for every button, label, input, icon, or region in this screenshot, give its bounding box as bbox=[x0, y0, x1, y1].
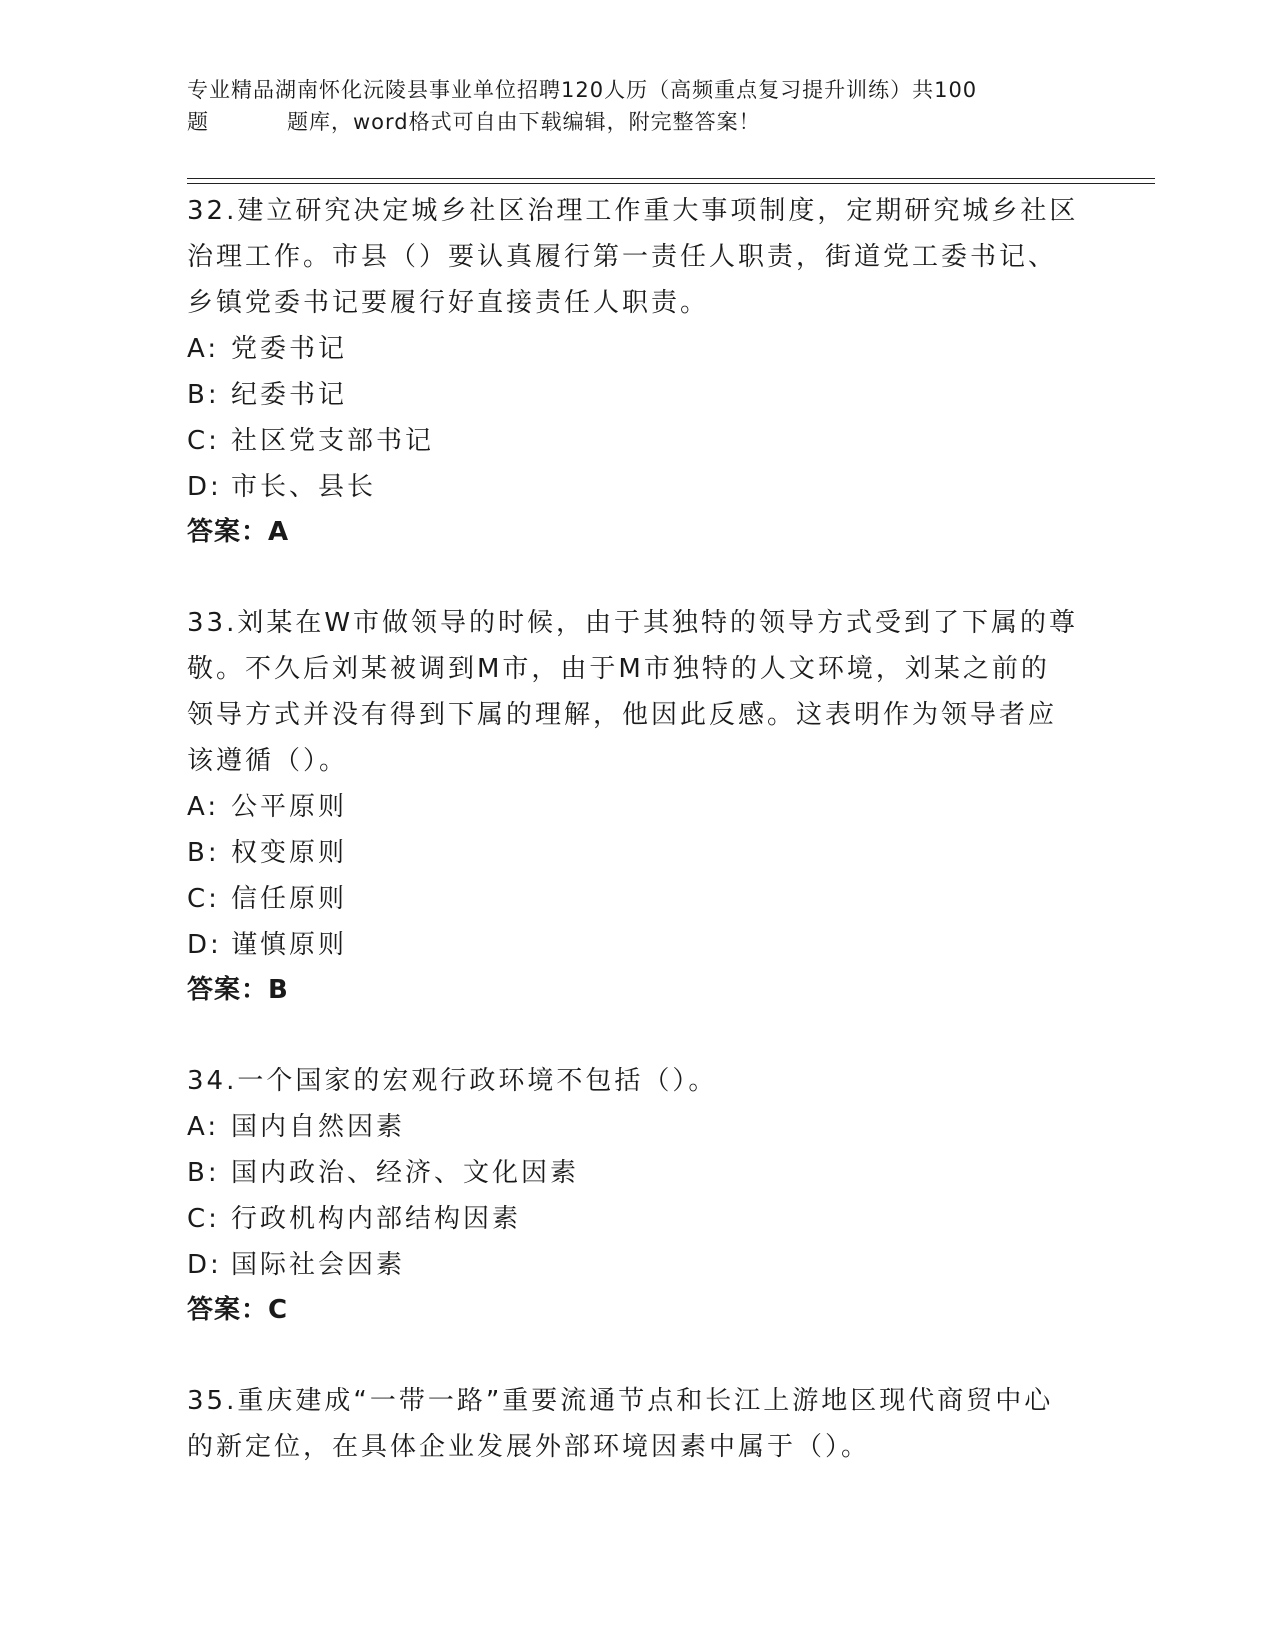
option-a bbox=[187, 784, 1087, 830]
option-text: 国内政治、经济、文化因素 bbox=[231, 1158, 580, 1188]
question-stem-line: 治理工作。市县（）要认真履行第一责任人职责，街道党工委书记、 bbox=[187, 242, 1058, 272]
option-letter: D: bbox=[187, 930, 222, 960]
question-stem-line: 乡镇党委书记要履行好直接责任人职责。 bbox=[187, 288, 710, 318]
question-32 bbox=[187, 188, 1087, 554]
option-letter: B: bbox=[187, 1158, 220, 1188]
question-stem-line: 该遵循（）。 bbox=[187, 746, 349, 776]
question-33 bbox=[187, 600, 1087, 1012]
option-b bbox=[187, 1150, 1087, 1196]
option-text: 党委书记 bbox=[231, 334, 348, 364]
question-stem-line: 32.建立研究决定城乡社区治理工作重大事项制度，定期研究城乡社区 bbox=[187, 196, 1079, 226]
option-b bbox=[187, 830, 1087, 876]
option-letter: B: bbox=[187, 838, 220, 868]
question-stem-line: 领导方式并没有得到下属的理解，他因此反感。这表明作为领导者应 bbox=[187, 700, 1058, 730]
answer-key: 答案：C bbox=[187, 1295, 289, 1325]
header-line-2-rest: 题库，word格式可自由下载编辑，附完整答案！ bbox=[287, 110, 761, 134]
header-line-2-prefix: 题 bbox=[187, 110, 209, 134]
option-text: 纪委书记 bbox=[231, 380, 348, 410]
option-d bbox=[187, 1242, 1087, 1288]
question-34 bbox=[187, 1058, 1087, 1332]
header-line-1: 专业精品湖南怀化沅陵县事业单位招聘120人历（高频重点复习提升训练）共100 bbox=[187, 78, 978, 102]
option-letter: C: bbox=[187, 884, 220, 914]
question-stem-line: 34.一个国家的宏观行政环境不包括（）。 bbox=[187, 1066, 718, 1096]
option-text: 市长、县长 bbox=[231, 472, 377, 502]
option-b bbox=[187, 372, 1087, 418]
option-text: 国际社会因素 bbox=[231, 1250, 406, 1280]
option-text: 权变原则 bbox=[231, 838, 348, 868]
option-text: 信任原则 bbox=[231, 884, 348, 914]
option-a bbox=[187, 326, 1087, 372]
option-c bbox=[187, 876, 1087, 922]
header-divider-bottom bbox=[187, 183, 1155, 184]
answer-key: 答案：B bbox=[187, 975, 289, 1005]
question-stem-line: 敬。不久后刘某被调到M市，由于M市独特的人文环境，刘某之前的 bbox=[187, 654, 1050, 684]
option-letter: C: bbox=[187, 1204, 220, 1234]
question-list bbox=[187, 188, 1087, 1516]
question-35 bbox=[187, 1378, 1087, 1470]
option-text: 公平原则 bbox=[231, 792, 348, 822]
header-divider-top bbox=[187, 178, 1155, 179]
option-letter: A: bbox=[187, 334, 220, 364]
option-d bbox=[187, 464, 1087, 510]
option-letter: B: bbox=[187, 380, 220, 410]
option-letter: C: bbox=[187, 426, 220, 456]
option-letter: D: bbox=[187, 1250, 222, 1280]
document-header bbox=[187, 74, 1087, 138]
option-letter: D: bbox=[187, 472, 222, 502]
option-letter: A: bbox=[187, 1112, 220, 1142]
option-letter: A: bbox=[187, 792, 220, 822]
question-stem-line: 35.重庆建成“一带一路”重要流通节点和长江上游地区现代商贸中心 bbox=[187, 1386, 1054, 1416]
option-text: 社区党支部书记 bbox=[231, 426, 435, 456]
option-text: 行政机构内部结构因素 bbox=[231, 1204, 522, 1234]
question-stem-line: 的新定位，在具体企业发展外部环境因素中属于（）。 bbox=[187, 1432, 871, 1462]
option-c bbox=[187, 1196, 1087, 1242]
option-d bbox=[187, 922, 1087, 968]
option-c bbox=[187, 418, 1087, 464]
option-text: 国内自然因素 bbox=[231, 1112, 406, 1142]
option-a bbox=[187, 1104, 1087, 1150]
option-text: 谨慎原则 bbox=[231, 930, 348, 960]
question-stem-line: 33.刘某在W市做领导的时候，由于其独特的领导方式受到了下属的尊 bbox=[187, 608, 1079, 638]
header-line-2 bbox=[187, 106, 1087, 138]
answer-key: 答案：A bbox=[187, 517, 290, 547]
